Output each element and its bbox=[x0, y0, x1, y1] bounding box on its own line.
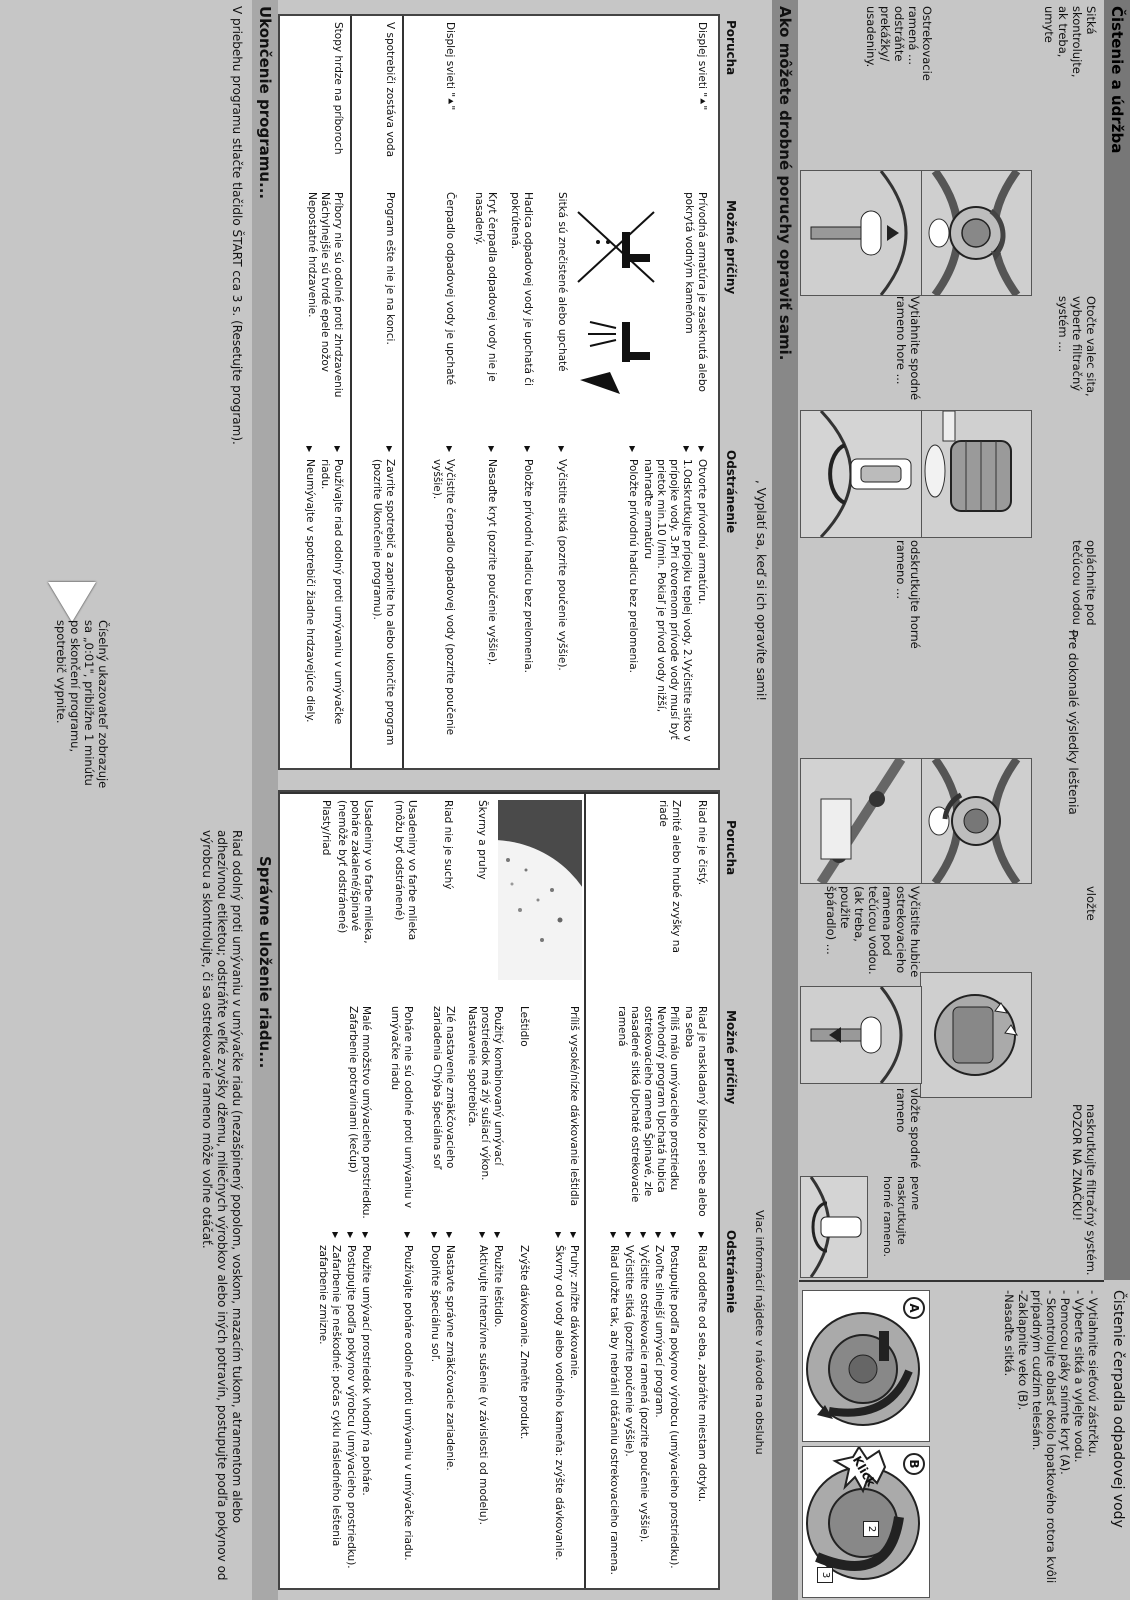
right-row-3-cause: Príliš vysoké/nízke dávkovanie leštidla bbox=[568, 1006, 580, 1206]
left-row-7-fault: Stopy hrdze na príboroch bbox=[332, 22, 344, 155]
right-row-2-remedy-2: ▶ Zvoľte silnejší umývací program. bbox=[652, 1232, 665, 1582]
right-row-5-remedy-2: ▶ Aktivujte intenzívne sušenie (v závislosti od modelu). bbox=[476, 1232, 489, 1582]
filters-step-3: vložte bbox=[1084, 886, 1098, 921]
left-row-1-fault: Displej svieti "⯅" bbox=[696, 22, 708, 111]
right-row-3-remedy-1: ▶ Pruhy: znížte dávkovanie. bbox=[567, 1232, 580, 1582]
left-row-7-remedy-2: ▶ Neumývajte v spotrebiči žiadne hrdzavejúce diely. bbox=[303, 446, 316, 756]
left-row-5-cause: Čerpadlo odpadovej vody je upchaté bbox=[444, 192, 456, 386]
cleaning-subtitle: Pre dokonalé výsledky leštenia bbox=[1066, 630, 1080, 815]
right-row-1-remedy-1: ▶ Riad oddeľte od seba, zabráňte miestam dotyku. bbox=[695, 1232, 708, 1582]
right-row-7-fault: Usadeniny vo farbe mlieka, poháre zakalené/špinavé (nemôže byť odstránené) bbox=[336, 800, 374, 944]
left-row-6-cause: Program ešte nie je na konci. bbox=[384, 192, 396, 345]
filter-figure-1 bbox=[920, 170, 1032, 296]
right-row-6-remedy-2: ▶ Doplňte špeciálnu soľ. bbox=[428, 1232, 441, 1582]
cleaning-title: Čistenie a údržba bbox=[1108, 6, 1126, 154]
right-row-8-remedy-1: ▶ Použite umývací prostriedok vhodný na poháre. bbox=[359, 1232, 372, 1582]
filters-label: Sitká skontrolujte, ak treba, umyte bbox=[1042, 6, 1098, 78]
right-row-4-cause: Leštidlo bbox=[518, 1006, 530, 1047]
end-title: Ukončenie programu... bbox=[256, 6, 274, 200]
left-row-5-fault: Displej svieti "⯅" bbox=[444, 22, 456, 111]
faults-more-info: Viac informácií nájdete v návode na obsluhu bbox=[753, 1210, 766, 1455]
left-row-6-fault: V spotrebiči zostáva voda bbox=[384, 22, 396, 158]
arms-step-1: Vytiahnite spodné rameno hore ... bbox=[894, 296, 922, 401]
pump-steps bbox=[1002, 1290, 1100, 1595]
left-row-3-remedy-1: ▶ Položte prívodnú hadicu bez prelomenia. bbox=[521, 446, 534, 756]
left-row-separator-2 bbox=[350, 16, 352, 768]
right-row-6-cause: Zlé nastavenie zmäkčovacieho zariadenia Chýba špeciálna soľ bbox=[431, 1006, 456, 1170]
right-row-4-remedy: Zvýšte dávkovanie. Zmeňte produkt. bbox=[518, 1245, 530, 1440]
bottom-header-band bbox=[252, 0, 278, 1600]
loading-text: Riad odolný proti umývaniu v umývačke riadu (nezašpinený popolom, voskom, mazacím tukom, atramentom alebo adhezívnou etiketou; odstráňte veľké zvyšky džemu, mliečnych výrobkov alebo iných potravín, postupujte podľa pokynov od výrobcu a skontrolujte, či sa ostrekovacie rameno môže voľne otáčať. bbox=[200, 830, 244, 1581]
left-row-2-remedy-1: ▶ Vyčistite sitká (pozrite poučenie vyššie). bbox=[555, 446, 568, 756]
right-row-5-cause: Použitý kombinovaný umývací prostriedok má zlý sušiací výkon. Nastavenie spotrebiča. bbox=[466, 1006, 504, 1181]
arms-step-3: Vyčistite hubice ostrekovacieho ramena pod tečúcou vodou. (ak treba, použite špáradlo) ... bbox=[824, 886, 922, 978]
arms-step-5: pevne naskrutkujte horné rameno. bbox=[881, 1176, 922, 1258]
arms-step-2: odskrutkujte horné rameno ... bbox=[894, 540, 922, 649]
filter-figure-4 bbox=[920, 972, 1032, 1098]
arm-figure-1 bbox=[800, 170, 922, 296]
filters-step-1: Otočte valec sita, vyberte filtračný systém ... bbox=[1056, 296, 1098, 397]
filters-step-4: naskrutkujte filtračný systém. POZOR NA ZNAČKU! bbox=[1070, 1104, 1098, 1276]
left-header-fault: Porucha bbox=[724, 20, 738, 76]
pump-step-2: - Vyberte sitká a vylejte vodu. bbox=[1072, 1290, 1086, 1463]
right-row-2-remedy-4: ▶ Vyčistite sitká (pozrite poučenie vyššie). bbox=[622, 1232, 635, 1582]
left-header-causes: Možné príčiny bbox=[724, 200, 738, 295]
arm-figure-2 bbox=[800, 410, 922, 538]
spotted-plate-image bbox=[498, 800, 582, 980]
faults-title: Ako môžete drobné poruchy opraviť sami. bbox=[776, 6, 794, 361]
pump-figure-b bbox=[802, 1446, 930, 1598]
right-row-7-remedy-1: ▶ Používajte poháre odolné proti umývaniu v umývačke riadu. bbox=[401, 1232, 414, 1582]
pump-badge-b: B bbox=[903, 1453, 925, 1475]
left-row-1-remedy-3: ▶ Položte prívodnú hadicu bez prelomenia. bbox=[626, 446, 639, 756]
right-row-8-cause: Malé množstvo umývacieho prostriedku. Zafarbenie potravinami (kečup) bbox=[347, 1006, 372, 1219]
left-row-1-remedy-1: ▶ Otvorte prívodnú armatúru. bbox=[695, 446, 708, 756]
right-header-fault: Porucha bbox=[724, 820, 738, 876]
left-row-7-remedy bbox=[301, 446, 344, 756]
right-row-8-remedy bbox=[314, 1232, 372, 1582]
right-header-causes: Možné príčiny bbox=[724, 1010, 738, 1105]
right-row-5-remedy bbox=[474, 1232, 504, 1582]
right-row-3-fault: Škvrny a pruhy bbox=[476, 800, 488, 880]
right-row-6-remedy-1: ▶ Nastavte správne zmäkčovacie zariadenie. bbox=[443, 1232, 456, 1582]
right-fault-table bbox=[278, 790, 720, 1590]
right-top-divider bbox=[280, 792, 718, 794]
pump-figure-a bbox=[802, 1290, 930, 1442]
left-row-7-remedy-1: ▶ Používajte riad odolný proti umývaniu v umývačke riadu. bbox=[318, 446, 344, 756]
arm-figure-4 bbox=[800, 986, 922, 1084]
filter-figure-3 bbox=[920, 758, 1032, 884]
right-row-6-remedy bbox=[426, 1232, 456, 1582]
right-header-remedy: Odstránenie bbox=[724, 1230, 738, 1314]
right-row-3-remedy bbox=[550, 1232, 580, 1582]
left-row-6-remedy-1: ▶ Zavrite spotrebič a zapnite ho alebo ukončite program (pozrite Ukončenie programu). bbox=[370, 446, 396, 756]
pump-step-3: - Pomocou páky snímte kryt (A). bbox=[1058, 1290, 1072, 1475]
right-row-2-remedy bbox=[605, 1232, 680, 1582]
pump-badge-a: A bbox=[903, 1297, 925, 1319]
left-row-3-remedy bbox=[519, 446, 534, 756]
right-row-2-cause: Príliš málo umývacieho prostriedku Nevhodný program Upchatá hubica ostrekovacieho ramena Špinavé, zle nasadené sitká Upchaté ostrekovacie ramená bbox=[616, 1006, 680, 1203]
pump-step-4: - Skontrolujte oblasť okolo lopatkového rotora kvôli prípadným cudzím telesám. bbox=[1030, 1290, 1058, 1584]
left-row-4-remedy bbox=[483, 446, 498, 756]
pump-num-3: 3 bbox=[817, 1567, 833, 1583]
left-row-3-cause: Hadica odpadovej vody je upchatá či pokrútená. bbox=[509, 192, 534, 386]
filter-figure-2 bbox=[920, 410, 1032, 538]
right-row-5-fault: Riad nie je suchý bbox=[442, 800, 454, 890]
left-row-4-cause: Kryt čerpadla odpadovej vody nie je nasadený. bbox=[473, 192, 498, 382]
arms-label: Ostrekovacie ramená ... odstráňte prekážky/ usadeniny. bbox=[864, 6, 934, 81]
right-row-2-remedy-3: ▶ Vyčistite ostrekovacie ramená (pozrite poučenie vyššie). bbox=[637, 1232, 650, 1582]
left-header-remedy: Odstránenie bbox=[724, 450, 738, 534]
right-row-1-remedy bbox=[693, 1232, 708, 1582]
left-row-5-remedy bbox=[428, 446, 456, 756]
left-row-5-remedy-1: ▶ Vyčistite čerpadlo odpadovej vody (pozrite poučenie vyššie). bbox=[430, 446, 456, 756]
right-row-5-remedy-1: ▶ Použite leštidlo. bbox=[491, 1232, 504, 1582]
left-row-7-cause: Príbory nie sú odolné proti zhrdzaveniu Náchylnejšie sú tvrdé epele nožov Nepostatné hrdzavenie. bbox=[306, 192, 344, 398]
arms-step-4: vložte spodné rameno bbox=[894, 1088, 922, 1169]
pump-klick-label: Klick bbox=[849, 1453, 879, 1489]
right-row-2-fault: Zrnité alebo hrubé zvyšky na riade bbox=[657, 800, 682, 953]
right-row-6-fault: Usadeniny vo farbe mlieka (môžu byť odstránené) bbox=[393, 800, 418, 941]
loading-title: Správne uloženie riadu... bbox=[256, 856, 274, 1069]
pump-step-6: -Nasaďte sitká. bbox=[1002, 1290, 1016, 1377]
right-row-2-remedy-1: ▶ Postupujte podľa pokynov výrobcu (umývacieho prostriedku). bbox=[667, 1232, 680, 1582]
arm-figure-3 bbox=[800, 758, 922, 884]
left-row-separator-1 bbox=[402, 16, 404, 768]
tap-illustration bbox=[572, 202, 660, 402]
right-row-7-cause: Poháre nie sú odolné proti umývaniu v umývačke riadu bbox=[389, 1006, 414, 1209]
right-row-separator-1 bbox=[584, 792, 586, 1588]
right-row-3-remedy-2: ▶ Škvrny od vody alebo vodného kameňa: zvýšte dávkovanie. bbox=[552, 1232, 565, 1582]
right-row-1-fault: Riad nie je čistý. bbox=[696, 800, 708, 886]
left-row-1-cause: Prívodná armatúra je zaseknutá alebo pokrytá vodným kameňom bbox=[683, 192, 708, 392]
pump-title: Čistenie čerpadla odpadovej vody bbox=[1110, 1290, 1126, 1528]
pump-divider bbox=[799, 1280, 1104, 1282]
left-row-6-remedy bbox=[368, 446, 396, 756]
end-display-note: Číselný ukazovateľ zobrazuje sa „0:01", približne 1 minútu po skončení programu, spotrebič vypnite. bbox=[54, 620, 110, 789]
pump-step-1: - Vytiahnite sieťovú zástrčku. bbox=[1086, 1290, 1100, 1458]
faults-subtitle: , Vyplatí sa, keď si ich opravíte sami! bbox=[754, 480, 768, 702]
right-row-2-remedy-5: ▶ Riad uložte tak, aby nebránil otáčaniu ostrekovacieho ramena. bbox=[607, 1232, 620, 1582]
left-fault-table bbox=[278, 14, 720, 770]
left-row-2-cause: Sitká sú znečistené alebo upchaté bbox=[556, 192, 568, 372]
end-text: V priebehu programu stlačte tlačidlo ŠTART cca 3 s. (Resetujte program). bbox=[230, 6, 244, 445]
right-row-1-cause: Riad je naskladaný blízko pri sebe alebo na seba bbox=[683, 1006, 708, 1217]
pump-step-5: -Zaklapnite veko (B). bbox=[1016, 1290, 1030, 1411]
left-row-2-remedy bbox=[553, 446, 568, 756]
left-row-4-remedy-1: ▶ Nasaďte kryt (pozrite poučenie vyššie). bbox=[485, 446, 498, 756]
right-row-7-remedy bbox=[399, 1232, 414, 1582]
left-row-1-remedy-2: ▶ 1.Odskrutkujte prípojku teplej vody. 2.Vyčistite sitko v prípojke vody. 3.Pri otvorenom prívode vody musí byť prietok min.10 l/min. Pokiaľ je prívod vody nižší, nahraďte armatúru bbox=[641, 446, 693, 756]
start-button-icon[interactable] bbox=[48, 582, 96, 622]
right-row-8-remedy-2: ▶ Postupujte podľa pokynov výrobcu (umývacieho prostriedku). bbox=[344, 1232, 357, 1582]
left-row-1-remedy bbox=[624, 446, 708, 756]
filters-step-2: opláchnite pod tečúcou vodou ... bbox=[1070, 540, 1098, 640]
arm-figure-5 bbox=[800, 1176, 868, 1278]
right-row-8-remedy-3: ▶ Zafarbenie je neškodné: počas cyklu následného leštenia zafarbenie zmizne. bbox=[316, 1232, 342, 1582]
right-row-8-fault: Plasty/riad bbox=[320, 800, 332, 856]
pump-num-2: 2 bbox=[863, 1521, 879, 1537]
